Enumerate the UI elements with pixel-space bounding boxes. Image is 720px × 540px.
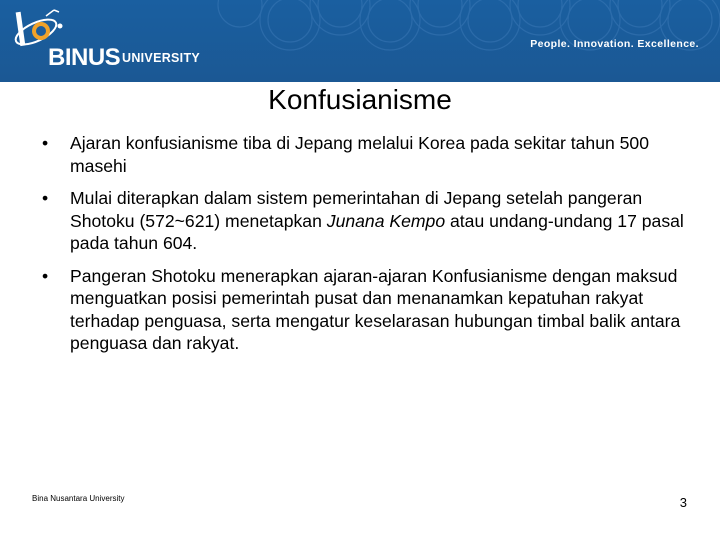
bullet-list: [42, 132, 692, 365]
bullet-text-start: Mulai diterapkan dalam sistem pemerintahan di Jepang setelah pangeran Shotoku (572~621) menetapkan: [70, 188, 643, 231]
logo-subtitle: UNIVERSITY: [122, 51, 201, 65]
bullet-item-3: [42, 265, 692, 355]
bullet-icon: •: [42, 188, 49, 208]
footer-institution: Bina Nusantara University: [32, 494, 125, 503]
bullet-text: Ajaran konfusianisme tiba di Jepang melalui Korea pada sekitar tahun 500 masehi: [70, 133, 650, 176]
tagline: People. Innovation. Excellence.: [530, 38, 699, 50]
bullet-icon: •: [42, 265, 49, 286]
slide-title: Konfusianisme: [268, 84, 452, 115]
bullet-text: [70, 188, 684, 253]
logo-wordmark: BINUS: [48, 44, 121, 71]
bullet-icon: •: [42, 133, 49, 153]
bullet-text-end: atau undang-undang 17 pasal pada tahun 604.: [70, 210, 684, 253]
page-number: 3: [679, 495, 687, 510]
emphasized-term: Junana Kempo: [326, 210, 446, 231]
header-banner: [0, 0, 720, 82]
bullet-item-1: [42, 132, 692, 177]
bullet-text: Pangeran Shotoku menerapkan ajaran-ajaran Konfusianisme dengan maksud menguatkan posisi pemerintah pusat dan menanamkan kepatuhan rakyat terhadap penguasa, serta mengatur keselarasan hubungan timbal balik antara penguasa dan rakyat.: [70, 265, 681, 353]
bullet-item-2: [42, 187, 692, 255]
